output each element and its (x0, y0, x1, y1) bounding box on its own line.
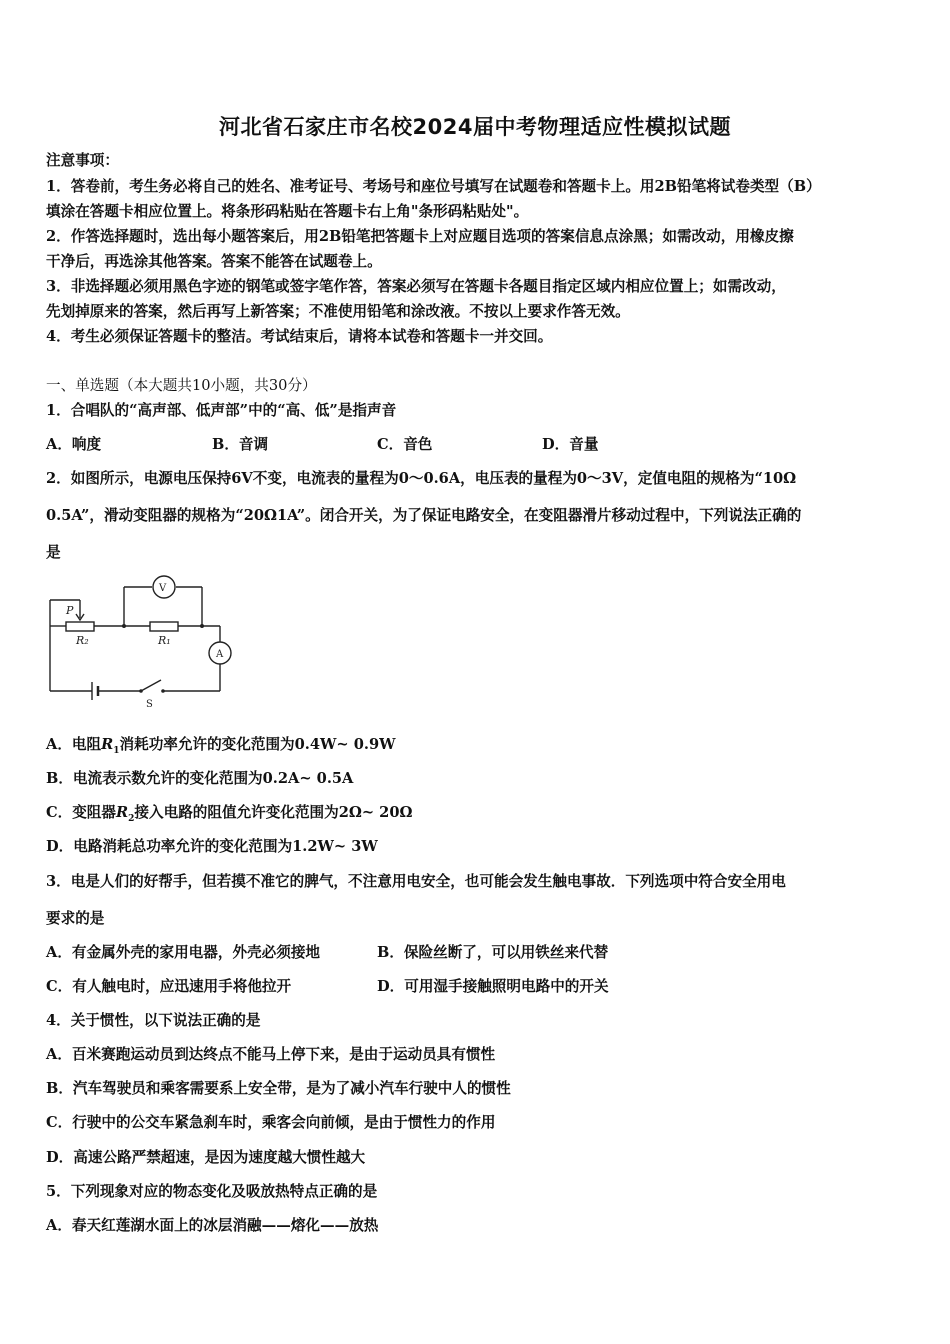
q2-option-a: A．电阻$R_1$消耗功率允许的变化范围为0.4W~ 0.9W (46, 736, 396, 756)
switch-lever (141, 680, 161, 691)
label-a: A (216, 649, 224, 660)
notice-line: 先划掉原来的答案，然后再写上新答案；不准使用铅笔和涂改液。不按以上要求作答无效。 (46, 303, 630, 320)
notice-line: 干净后，再选涂其他答案。答案不能答在试题卷上。 (46, 253, 382, 270)
circuit-diagram (44, 570, 244, 710)
resistor-r2 (66, 622, 94, 631)
q4-option-c: C．行驶中的公交车紧急刹车时，乘客会向前倾，是由于惯性力的作用 (46, 1114, 496, 1131)
q2-option-c: C．变阻器$R_2$接入电路的阻值允许变化范围为2Ω~ 20Ω (46, 804, 413, 824)
q1-option-c: C．音色 (377, 436, 433, 453)
notice-line: 2．作答选择题时，选出每小题答案后，用2B铅笔把答题卡上对应题目选项的答案信息点涂黑；如需改动，用橡皮擦 (46, 228, 794, 245)
notice-line: 3．非选择题必须用黑色字迹的钢笔或签字笔作答，答案必须写在答题卡各题目指定区域内相应位置上；如需改动， (46, 278, 786, 295)
question-2-stem: 2．如图所示，电源电压保持6V不变，电流表的量程为0～0.6A，电压表的量程为0～3V，定值电阻的规格为“10Ω (46, 470, 797, 487)
q3-option-a: A．有金属外壳的家用电器，外壳必须接地 (46, 944, 321, 961)
switch-contact (139, 689, 143, 693)
q5-option-a: A．春天红莲湖水面上的冰层消融——熔化——放热 (46, 1217, 379, 1234)
resistor-r1 (150, 622, 178, 631)
question-4-stem: 4．关于惯性，以下说法正确的是 (46, 1012, 261, 1029)
q3-option-d: D．可用湿手接触照明电路中的开关 (377, 978, 609, 995)
q2-option-d: D．电路消耗总功率允许的变化范围为1.2W~ 3W (46, 838, 378, 855)
page-title: 河北省石家庄市名校2024届中考物理适应性模拟试题 (219, 115, 731, 139)
notice-line: 4．考生必须保证答题卡的整洁。考试结束后，请将本试卷和答题卡一并交回。 (46, 328, 553, 345)
question-1-stem: 1．合唱队的“高声部、低声部”中的“高、低”是指声音 (46, 402, 397, 419)
question-5-stem: 5．下列现象对应的物态变化及吸放热特点正确的是 (46, 1183, 378, 1200)
section-heading: 一、单选题（本大题共10小题，共30分） (46, 377, 317, 394)
q3-option-c: C．有人触电时，应迅速用手将他拉开 (46, 978, 292, 995)
notice-line: 1．答卷前，考生务必将自己的姓名、准考证号、考场号和座位号填写在试题卷和答题卡上。用2B铅笔将试卷类型（B） (46, 178, 821, 195)
q4-option-b: B．汽车驾驶员和乘客需要系上安全带，是为了减小汽车行驶中人的惯性 (46, 1080, 511, 1097)
question-3-stem: 要求的是 (46, 910, 105, 927)
q4-option-d: D．高速公路严禁超速，是因为速度越大惯性越大 (46, 1149, 366, 1166)
question-3-stem: 3．电是人们的好帮手，但若摸不准它的脾气，不注意用电安全，也可能会发生触电事故．下列选项中符合安全用电 (46, 873, 786, 890)
junction-dot (122, 624, 126, 628)
label-r1: R₁ (158, 634, 171, 647)
label-s: S (146, 699, 153, 710)
q3-option-b: B．保险丝断了，可以用铁丝来代替 (377, 944, 609, 961)
label-v: V (159, 583, 167, 594)
q1-option-b: B．音调 (212, 436, 269, 453)
switch-contact (161, 689, 165, 693)
label-p: P (66, 604, 74, 617)
label-r2: R₂ (76, 634, 89, 647)
q1-option-d: D．音量 (542, 436, 599, 453)
q1-option-a: A．响度 (46, 436, 102, 453)
q2-option-b: B．电流表示数允许的变化范围为0.2A~ 0.5A (46, 770, 354, 787)
junction-dot (200, 624, 204, 628)
notice-heading: 注意事项： (46, 152, 119, 169)
question-2-stem: 是 (46, 544, 61, 561)
q4-option-a: A．百米赛跑运动员到达终点不能马上停下来，是由于运动员具有惯性 (46, 1046, 496, 1063)
question-2-stem: 0.5A”，滑动变阻器的规格为“20Ω1A”。闭合开关，为了保证电路安全，在变阻器滑片移动过程中，下列说法正确的 (46, 507, 802, 524)
notice-line: 填涂在答题卡相应位置上。将条形码粘贴在答题卡右上角"条形码粘贴处"。 (46, 203, 529, 220)
